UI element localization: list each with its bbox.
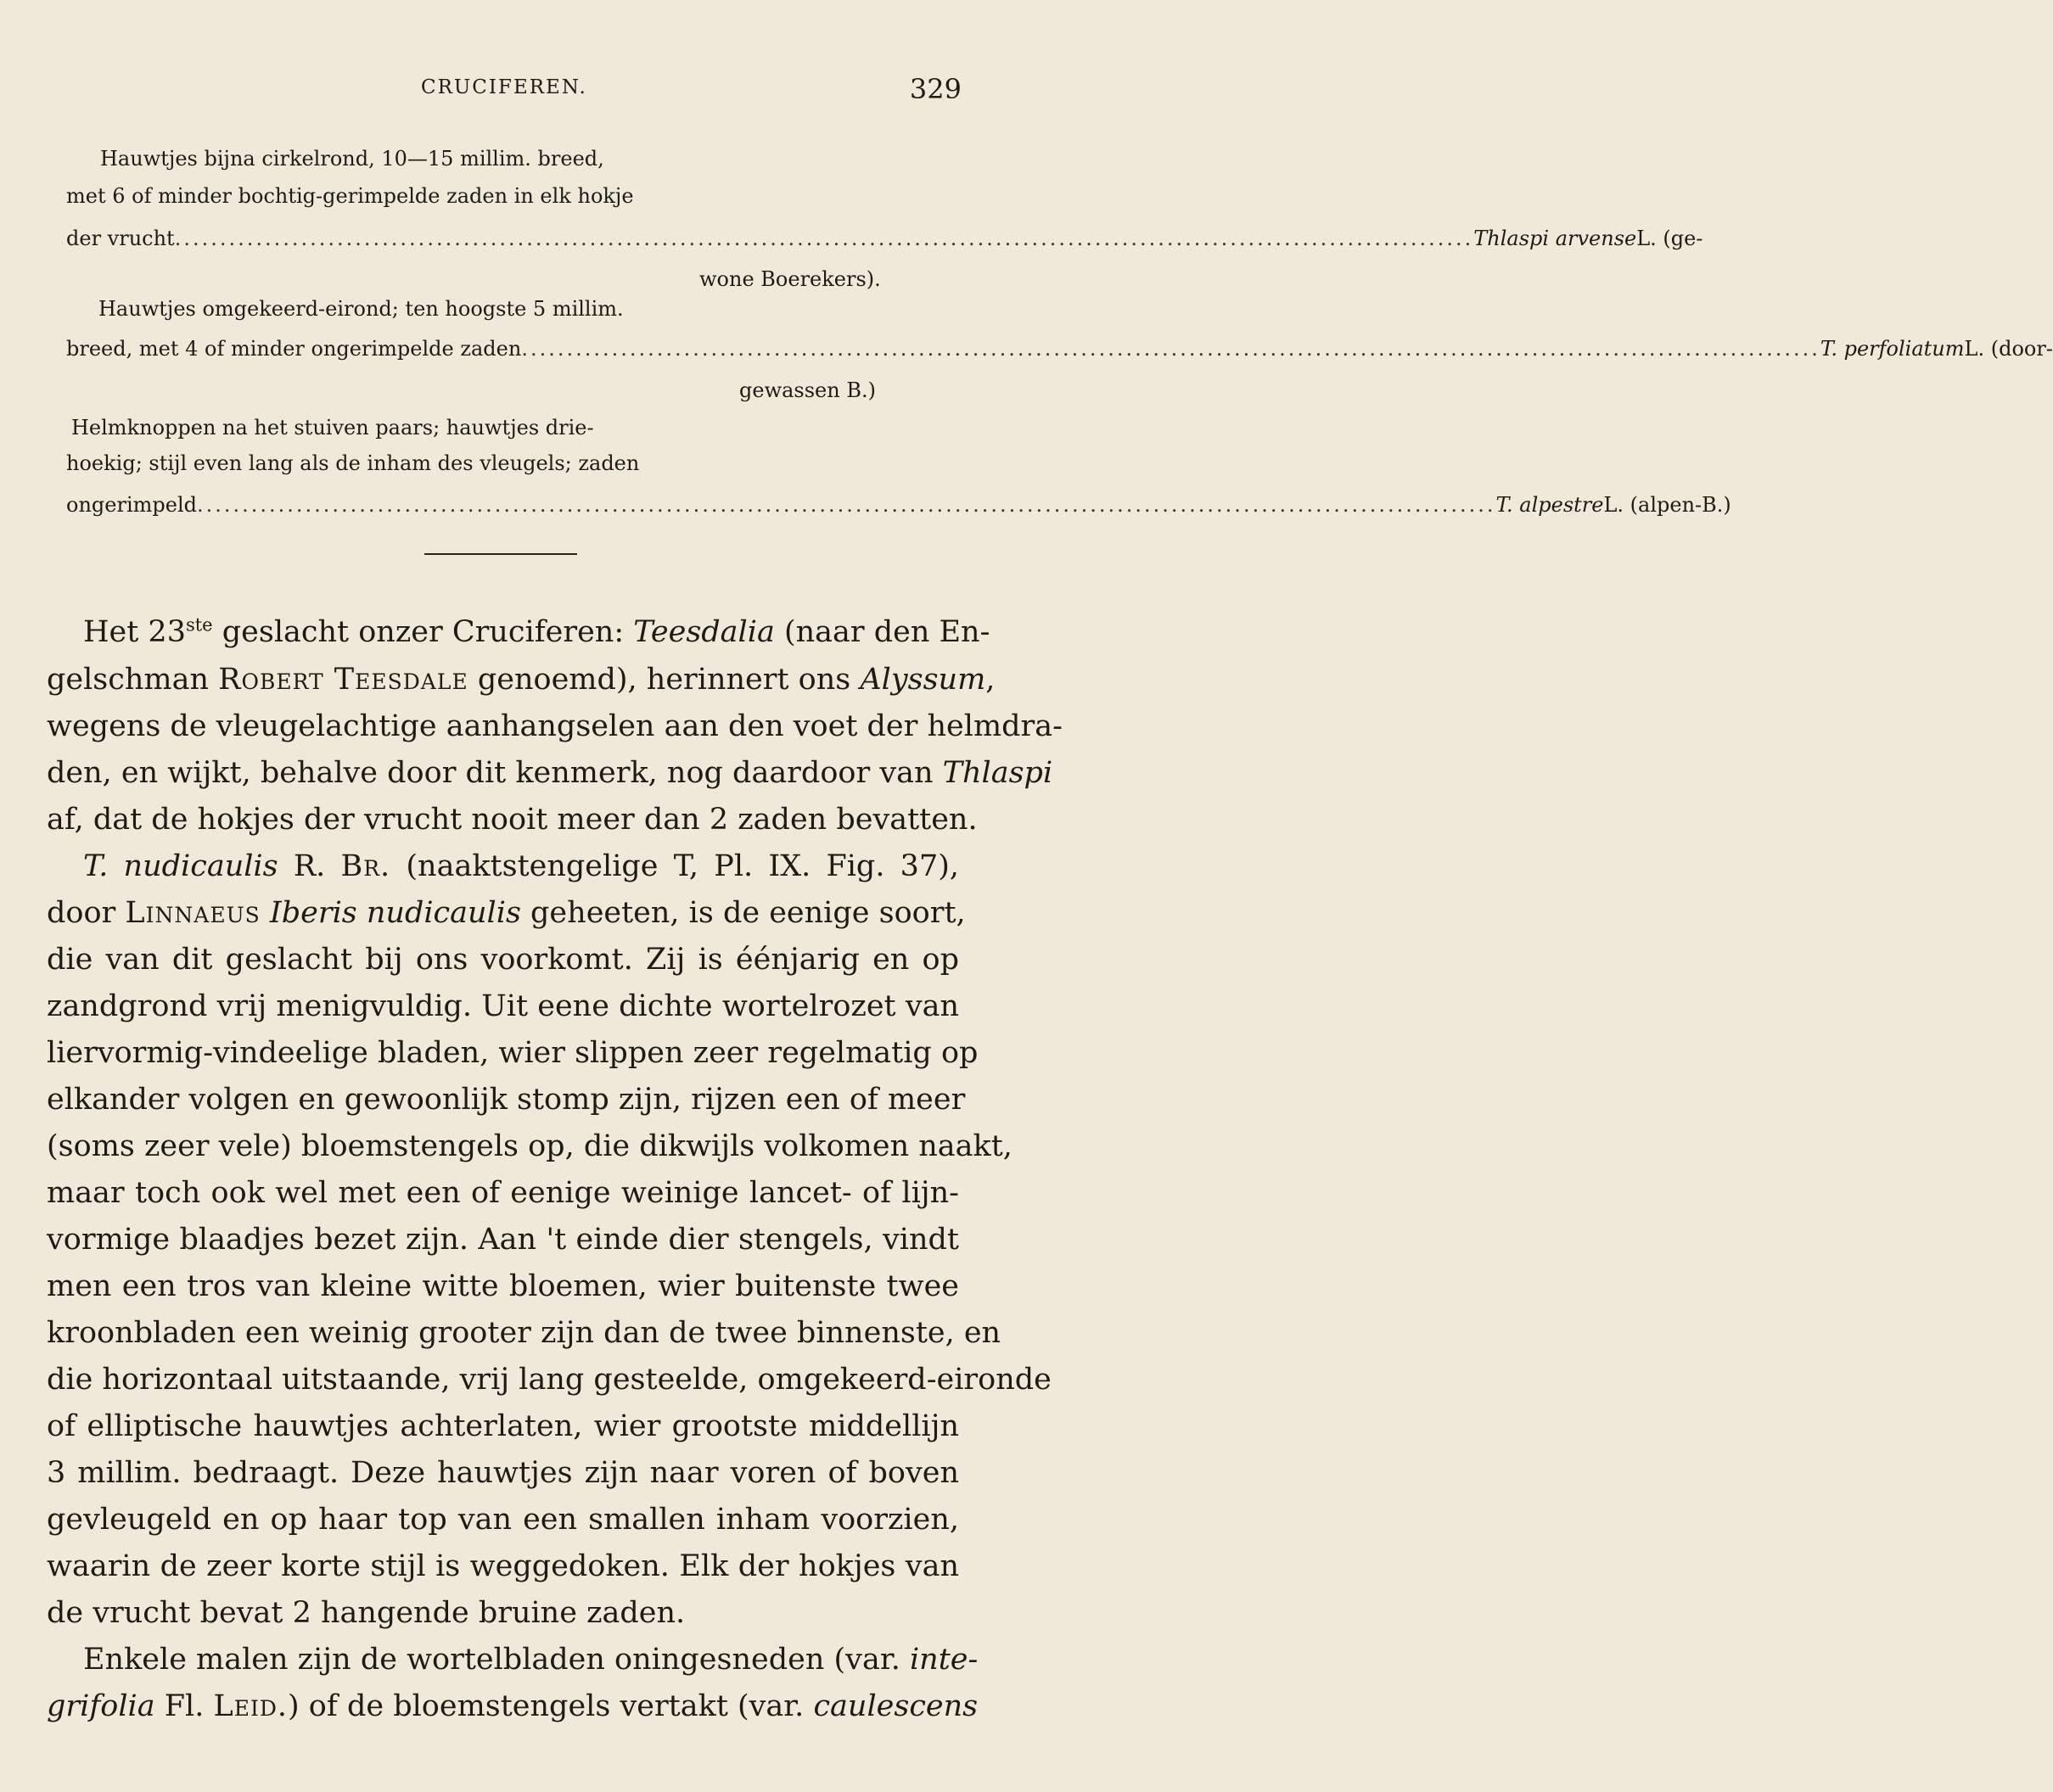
key-line: met 6 of minder bochtig-gerimpelde zaden in elk hokje (66, 184, 634, 208)
key-line: der vrucht ..... Thlaspi arvense L. (ge- (66, 224, 966, 253)
key-line: Hauwtjes bijna cirkelrond, 10—15 millim. breed, (100, 147, 604, 171)
leader-dots (197, 490, 1496, 519)
text-line: elkander volgen en gewoonlijk stomp zijn, rijzen een of meer (47, 1083, 966, 1117)
key-line: wone Boerekers). (699, 267, 881, 291)
text-line: af, dat de hokjes der vrucht nooit meer dan 2 zaden bevatten. (47, 803, 978, 837)
page-number: 329 (909, 73, 962, 105)
chapter-title: CRUCIFEREN. (421, 76, 587, 98)
species-name: T. alpestre (1495, 493, 1604, 517)
text-line: (soms zeer vele) bloemstengels op, die dikwijls volkomen naakt, (47, 1129, 1012, 1163)
text-line: 3 millim. bedraagt. Deze hauwtjes zijn naar voren of boven (47, 1456, 959, 1490)
text-line: gelschman Robert Teesdale genoemd), herinnert ons Alyssum, (47, 663, 996, 697)
text-line: Het 23ste geslacht onzer Cruciferen: Teesdalia (naar den En- (83, 614, 990, 649)
text-line: men een tros van kleine witte bloemen, wier buitenste twee (47, 1269, 959, 1303)
text-line: den, en wijkt, behalve door dit kenmerk, nog daardoor van Thlaspi (47, 756, 1053, 790)
text-line: wegens de vleugelachtige aanhangselen aan den voet der helmdra- (47, 709, 1063, 743)
section-divider (424, 553, 577, 555)
text-line: maar toch ook wel met een of eenige weinige lancet- of lijn- (47, 1176, 959, 1210)
text-line: zandgrond vrij menigvuldig. Uit eene dichte wortelrozet van (47, 989, 959, 1023)
text-line: grifolia Fl. Leid.) of de bloemstengels vertakt (var. caulescens (47, 1689, 979, 1723)
text-line: die van dit geslacht bij ons voorkomt. Zij is éénjarig en op (47, 943, 959, 977)
key-line: ongerimpeld ..... T. alpestre L. (alpen-B.) (66, 490, 966, 519)
leader-dots (521, 334, 1820, 363)
key-line: Helmknoppen na het stuiven paars; hauwtjes drie- (71, 416, 594, 440)
key-line: hoekig; stijl even lang als de inham des vleugels; zaden (66, 451, 640, 475)
text-line: waarin de zeer korte stijl is weggedoken. Elk der hokjes van (47, 1549, 959, 1583)
text-line: die horizontaal uitstaande, vrij lang gesteelde, omgekeerd-eironde (47, 1363, 1052, 1397)
text-line: T. nudicaulis R. Br. (naaktstengelige T, Pl. IX. Fig. 37), (83, 849, 959, 883)
text-line: gevleugeld en op haar top van een smallen inham voorzien, (47, 1503, 959, 1537)
text-line: door Linnaeus Iberis nudicaulis geheeten, is de eenige soort, (47, 896, 966, 930)
text-line: vormige blaadjes bezet zijn. Aan 't einde dier stengels, vindt (47, 1223, 959, 1257)
key-line: gewassen B.) (739, 378, 876, 402)
species-name: Thlaspi arvense (1473, 227, 1637, 250)
text-line: de vrucht bevat 2 hangende bruine zaden. (47, 1596, 686, 1630)
species-name: T. perfoliatum (1820, 337, 1965, 361)
running-head (0, 73, 1012, 107)
key-line: breed, met 4 of minder ongerimpelde zaden ..... T. perfoliatum L. (door- (66, 334, 966, 363)
key-line: Hauwtjes omgekeerd-eirond; ten hoogste 5 millim. (98, 297, 624, 321)
text-line: liervormig-vindeelige bladen, wier slippen zeer regelmatig op (47, 1036, 979, 1070)
text-line: kroonbladen een weinig grooter zijn dan de twee binnenste, en (47, 1316, 1001, 1350)
text-line: Enkele malen zijn de wortelbladen oningesneden (var. inte- (83, 1643, 979, 1677)
leader-dots (175, 224, 1474, 253)
text-line: of elliptische hauwtjes achterlaten, wier grootste middellijn (47, 1409, 959, 1443)
